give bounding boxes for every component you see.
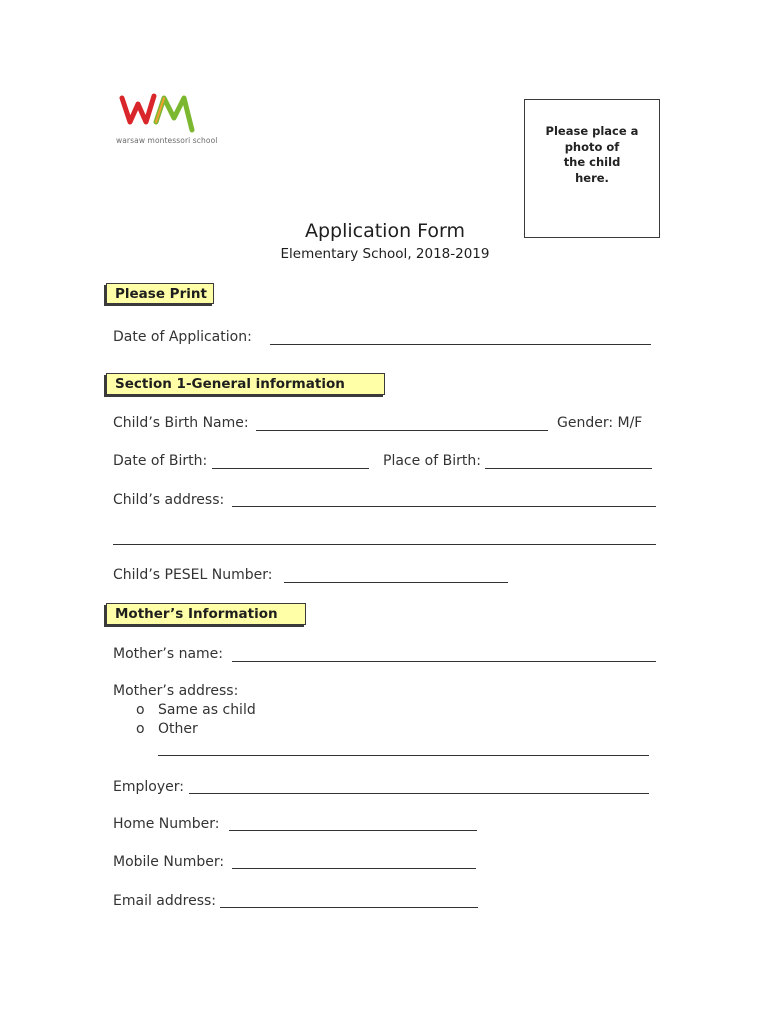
date-of-birth-field[interactable] bbox=[212, 468, 369, 469]
pesel-field[interactable] bbox=[284, 582, 508, 583]
photo-line-2: photo of bbox=[564, 139, 620, 154]
school-name: warsaw montessori school bbox=[116, 136, 218, 145]
photo-line-4: here. bbox=[575, 170, 609, 185]
pesel-label: Child’s PESEL Number: bbox=[113, 567, 273, 583]
date-of-birth-label: Date of Birth: bbox=[113, 453, 208, 469]
mother-name-label: Mother’s name: bbox=[113, 646, 223, 662]
child-address-label: Child’s address: bbox=[113, 492, 225, 508]
photo-line-3: the child bbox=[563, 155, 621, 169]
email-field[interactable] bbox=[220, 907, 478, 908]
section1-heading: Section 1-General information bbox=[106, 373, 385, 395]
birth-name-label: Child’s Birth Name: bbox=[113, 415, 249, 431]
mother-name-field[interactable] bbox=[232, 661, 656, 662]
option-same-label: Same as child bbox=[158, 702, 256, 718]
birth-name-field[interactable] bbox=[256, 430, 548, 431]
email-label: Email address: bbox=[113, 893, 217, 909]
mobile-number-field[interactable] bbox=[232, 868, 476, 869]
photo-instructions bbox=[525, 124, 659, 186]
home-number-field[interactable] bbox=[229, 830, 477, 831]
address-option-other[interactable] bbox=[136, 721, 198, 737]
gender-label[interactable]: Gender: M/F bbox=[557, 415, 643, 431]
child-address-field-2[interactable] bbox=[113, 544, 656, 545]
child-address-field[interactable] bbox=[232, 506, 656, 507]
photo-line-1: Please place a bbox=[545, 124, 639, 138]
mother-other-address-field[interactable] bbox=[158, 755, 649, 756]
form-title: Application Form bbox=[304, 220, 466, 242]
form-subtitle: Elementary School, 2018-2019 bbox=[280, 246, 490, 262]
mother-heading: Mother’s Information bbox=[106, 603, 306, 625]
wm-logo-mark bbox=[116, 92, 212, 136]
address-option-same[interactable] bbox=[136, 702, 256, 718]
date-of-application-field[interactable] bbox=[270, 344, 651, 345]
please-print-label: Please Print bbox=[106, 283, 214, 304]
school-logo bbox=[116, 92, 218, 154]
option-bullet: o bbox=[136, 702, 145, 718]
place-of-birth-field[interactable] bbox=[485, 468, 652, 469]
mother-address-label: Mother’s address: bbox=[113, 683, 239, 699]
mobile-number-label: Mobile Number: bbox=[113, 854, 225, 870]
date-of-application-label: Date of Application: bbox=[113, 329, 252, 345]
option-bullet: o bbox=[136, 721, 145, 737]
home-number-label: Home Number: bbox=[113, 816, 220, 832]
employer-label: Employer: bbox=[113, 779, 184, 795]
photo-placeholder-box[interactable] bbox=[524, 99, 660, 238]
employer-field[interactable] bbox=[189, 793, 649, 794]
place-of-birth-label: Place of Birth: bbox=[383, 453, 481, 469]
option-other-label: Other bbox=[158, 721, 198, 737]
